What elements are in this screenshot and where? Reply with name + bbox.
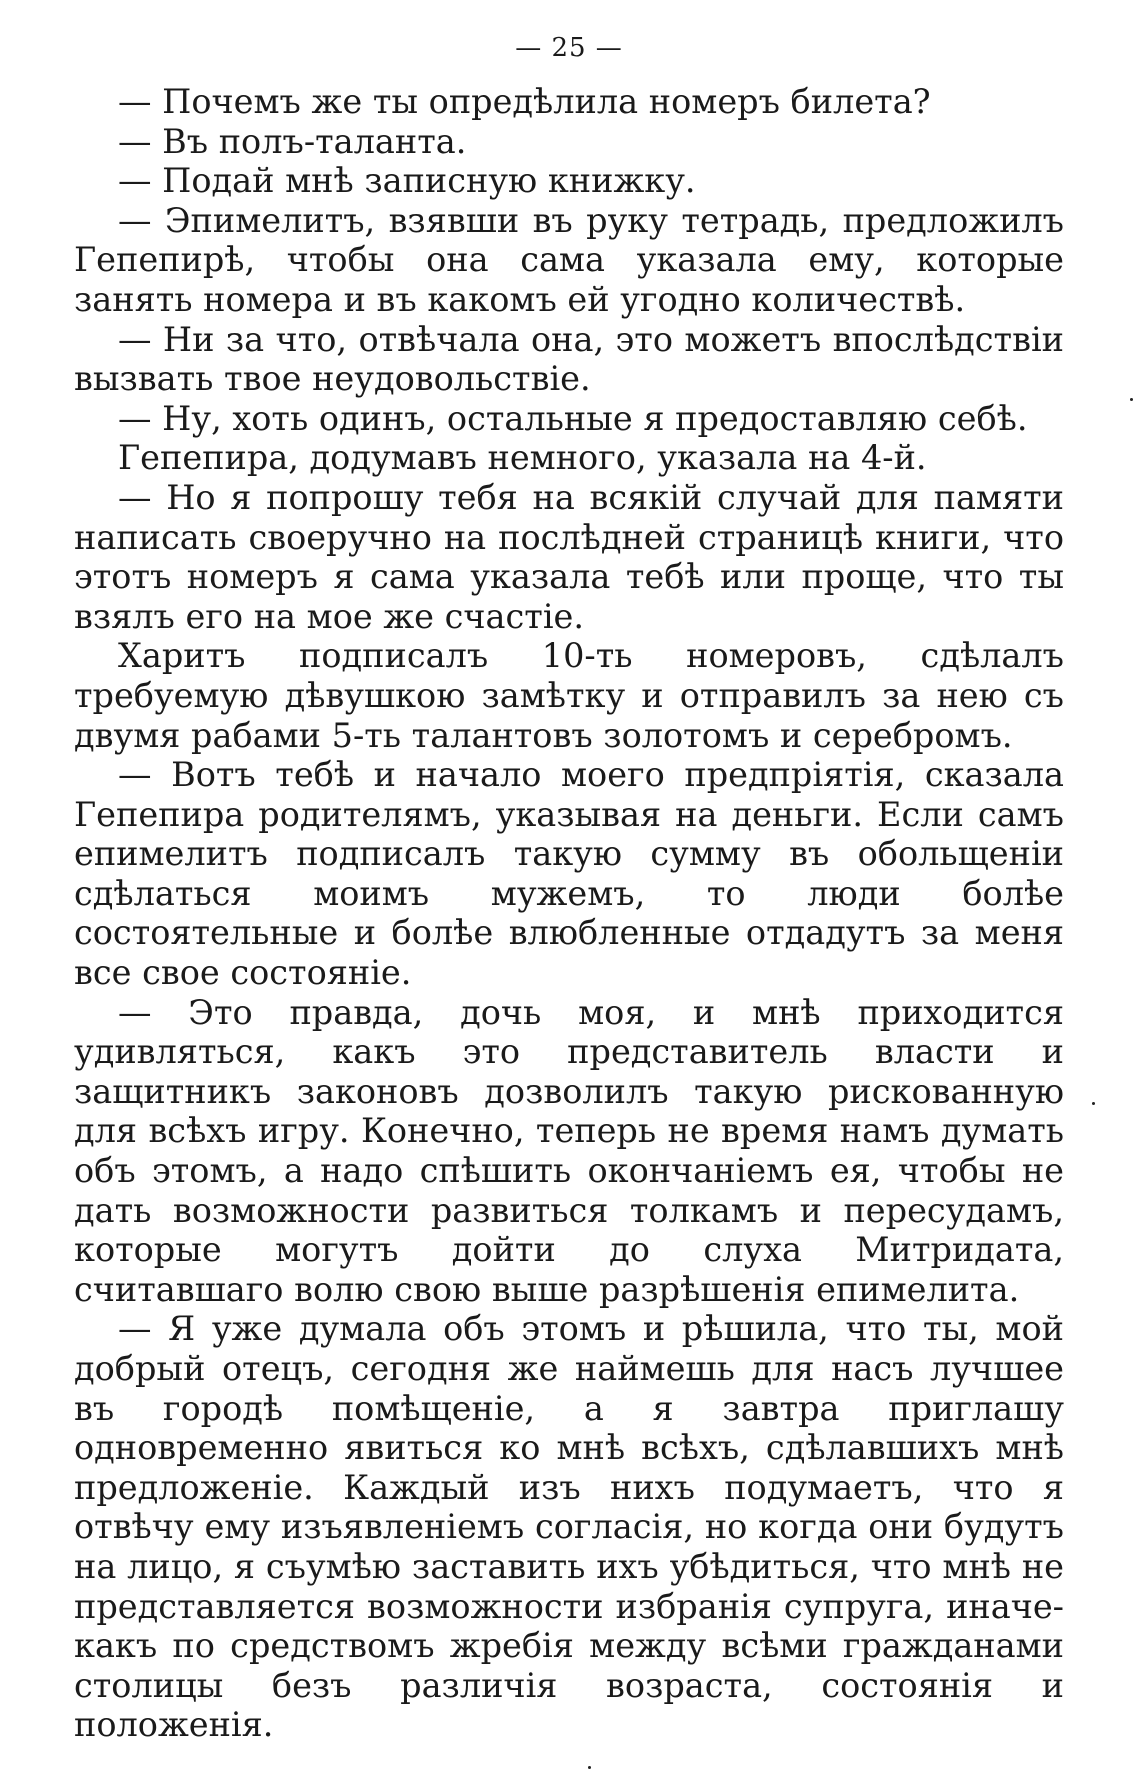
print-speck	[588, 1766, 591, 1769]
paragraph: — Почемъ же ты опредѣлила номеръ билета?	[118, 82, 931, 121]
paragraph: — Но я попрошу тебя на всякій случай для памяти написать своеручно на послѣдней страницѣ книги, что этотъ номеръ я сама указала тебѣ или проще, что ты взялъ его на мое же счастіе.	[74, 477, 1064, 636]
paragraph: — Ну, хоть одинъ, остальные я предоставляю себѣ.	[118, 398, 1028, 438]
print-speck	[1092, 1102, 1095, 1105]
book-page	[74, 0, 1064, 1786]
paragraph: Харитъ подписалъ 10-ть номеровъ, сдѣлалъ требуемую дѣвушкою замѣтку и отправилъ за нею съ двумя рабами 5-ть талантовъ золотомъ и серебромъ.	[74, 636, 1064, 755]
print-speck	[1130, 398, 1133, 401]
paragraph: — Вотъ тебѣ и начало моего предпріятія, сказала Гепепира родителямъ, указывая на деньги. Если самъ епимелитъ подписалъ такую сумму въ обольщеніи сдѣлаться моимъ мужемъ, то люди болѣе состоятельные и болѣе влюбленные отдадутъ за меня все свое состояніе.	[74, 755, 1064, 993]
page-body	[74, 82, 1064, 1745]
paragraph: — Эпимелитъ, взявши въ руку тетрадь, предложилъ Гепепирѣ, чтобы она сама указала ему, которые занять номера и въ какомъ ей угодно количествѣ.	[74, 200, 1064, 319]
paragraph: — Я уже думала объ этомъ и рѣшила, что ты, мой добрый отецъ, сегодня же наймешь для насъ лучшее въ городѣ помѣщеніе, а я завтра приглашу одновременно явиться ко мнѣ всѣхъ, сдѣлавшихъ мнѣ предложеніе. Каждый изъ нихъ подумаетъ, что я отвѣчу ему изъявленіемъ согласія, но когда они будутъ на лицо, я съумѣю заставить ихъ убѣдиться, что мнѣ не представляется возможности избранія супруга, иначе-какъ по средствомъ жребія между всѣми гражданами столицы безъ различія возраста, состоянія и положенія.	[74, 1309, 1064, 1745]
paragraph: — Въ полъ-таланта.	[118, 121, 467, 161]
page-number: — 25 —	[515, 33, 623, 63]
paragraph: — Ни за что, отвѣчала она, это можетъ впослѣдствіи вызвать твое неудовольствіе.	[74, 319, 1064, 399]
paragraph: — Подай мнѣ записную книжку.	[118, 161, 696, 201]
paragraph: — Это правда, дочь моя, и мнѣ приходится удивляться, какъ это представитель власти и защитникъ законовъ дозволилъ такую рискованную для всѣхъ игру. Конечно, теперь не время намъ думать объ этомъ, а надо спѣшить окончаніемъ ея, чтобы не дать возможности развиться толкамъ и пересудамъ, которые могутъ дойти до слуха Митридата, считавшаго волю свою выше разрѣшенія епимелита.	[74, 992, 1064, 1309]
paragraph: Гепепира, додумавъ немного, указала на 4-й.	[118, 438, 927, 478]
